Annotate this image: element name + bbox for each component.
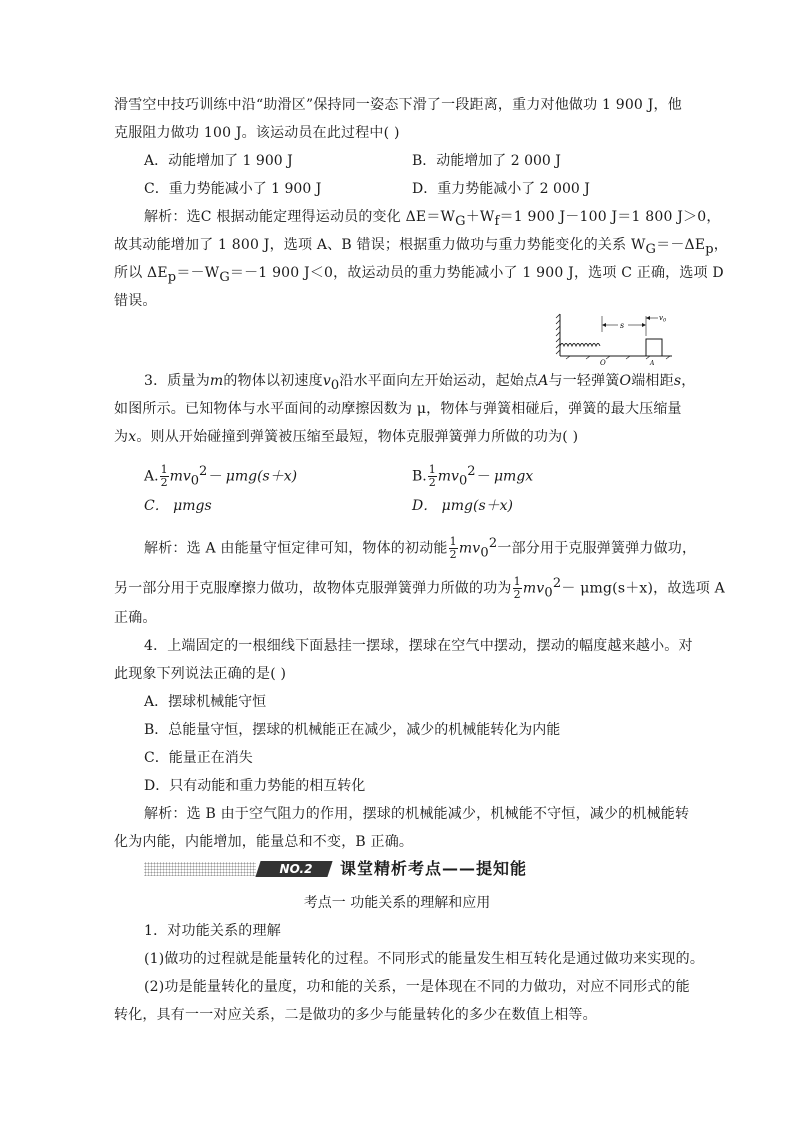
q3-option-a: A. $\frac{1}{2}$ $mv_0^2- \mu mg(s+x)$ (144, 463, 298, 490)
q2-answer-line3: 所以 $\Delta E_p=-W_G=-1$ 900 J＜0，故运动员的重力势能减小了 1 900 J，选项 C 正确，选项 D (114, 265, 724, 285)
q2-stem-line1: 滑雪空中技巧训练中沿“助滑区”保持同一姿态下滑了一段距离，重力对他做功 1 900 J，他 (114, 97, 682, 113)
section-paragraph-2-line2: 转化，具有一一对应关系，二是做功的多少与能量转化的多少在数值上相等。 (114, 1007, 597, 1023)
q3-stem-line3: 为x。则从开始碰撞到弹簧被压缩至最短，物体克服弹簧弹力所做的功为( ) (114, 429, 579, 445)
q4-stem-line2: 此现象下列说法正确的是( ) (114, 666, 287, 682)
label-a: A (650, 360, 655, 367)
q2-answer-line2: 故其动能增加了 1 800 J，选项 A、B 错误；根据重力做功与重力势能变化的关系 $W_G=-\Delta E_p$， (114, 237, 728, 257)
spring-block-diagram (556, 312, 684, 367)
q3-answer-line1: 解析：选 A 由能量守恒定律可知，物体的初动能 $\frac{1}{2}$ $mv_0^2$一部分用于克服弹簧弹力做功， (144, 535, 697, 562)
label-v0: $v_0$ (659, 314, 667, 324)
banner-title: 课堂精析考点——提知能 (340, 859, 528, 878)
q2-stem-line2: 克服阻力做功 100 J。该运动员在此过程中( ) (114, 125, 400, 141)
q2-option-d: D．重力势能减小了 2 000 J (412, 181, 590, 197)
label-o: O (600, 359, 606, 367)
banner-tag: NO.2 (279, 862, 313, 876)
section-paragraph-2-line1: (2)功是能量转化的量度，功和能的关系，一是体现在不同的力做功，对应不同形式的能 (144, 979, 690, 995)
q3-stem-line2: 如图所示。已知物体与水平面间的动摩擦因数为 μ，物体与弹簧相碰后，弹簧的最大压缩量 (114, 401, 682, 417)
section-paragraph-1: (1)做功的过程就是能量转化的过程。不同形式的能量发生相互转化是通过做功来实现的。 (144, 951, 705, 967)
wall (556, 314, 560, 356)
q3-answer-line2: 另一部分用于克服摩擦力做功，故物体克服弹簧弹力所做的功为 $\frac{1}{2}$ $mv_0^2- \mu mg(s+x)$，故选项 A (114, 575, 725, 602)
q3-option-c: C． μmgs (144, 498, 212, 514)
q3-option-b: B. $\frac{1}{2}$ $mv_0^2- \mu mgx$ (412, 463, 534, 490)
q4-option-c: C．能量正在消失 (144, 750, 253, 766)
q4-option-d: D．只有动能和重力势能的相互转化 (144, 778, 366, 794)
q4-option-a: A．摆球机械能守恒 (144, 694, 267, 710)
spring (560, 344, 600, 347)
q2-option-a: A．动能增加了 1 900 J (144, 153, 293, 169)
q2-answer-line1: 解析：选C 根据动能定理得运动员的变化 $\Delta E=W_G+W_f=1$ 900 J－100 J＝1 800 J＞0， (144, 209, 721, 229)
q3-answer-line3: 正确。 (114, 610, 157, 626)
q2-answer-line4: 错误。 (114, 293, 157, 309)
velocity-arrow (646, 316, 658, 320)
q4-option-b: B．总能量守恒，摆球的机械能正在减少，减少的机械能转化为内能 (144, 722, 561, 738)
q3-stem-line1: 3．质量为m的物体以初速度$v_0$沿水平面向左开始运动，起始点A与一轻弹簧O端相距s， (144, 373, 696, 393)
banner-dots (144, 862, 256, 876)
block (646, 339, 662, 356)
section-title: 考点一 功能关系的理解和应用 (303, 895, 491, 911)
q4-answer-line1: 解析：选 B 由于空气阻力的作用，摆球的机械能减少，机械能不守恒，减少的机械能转 (144, 806, 690, 822)
label-s: s (620, 321, 625, 330)
section-banner (144, 856, 664, 882)
q2-option-b: B．动能增加了 2 000 J (412, 153, 561, 169)
q4-answer-line2: 化为内能，内能增加，能量总和不变，B 正确。 (114, 834, 414, 850)
q3-option-d: D． μmg(s＋x) (412, 498, 514, 514)
q2-option-c: C．重力势能减小了 1 900 J (144, 181, 322, 197)
section-item-1: 1．对功能关系的理解 (144, 923, 281, 939)
q4-stem-line1: 4．上端固定的一根细线下面悬挂一摆球，摆球在空气中摆动，摆动的幅度越来越小。对 (144, 638, 693, 654)
